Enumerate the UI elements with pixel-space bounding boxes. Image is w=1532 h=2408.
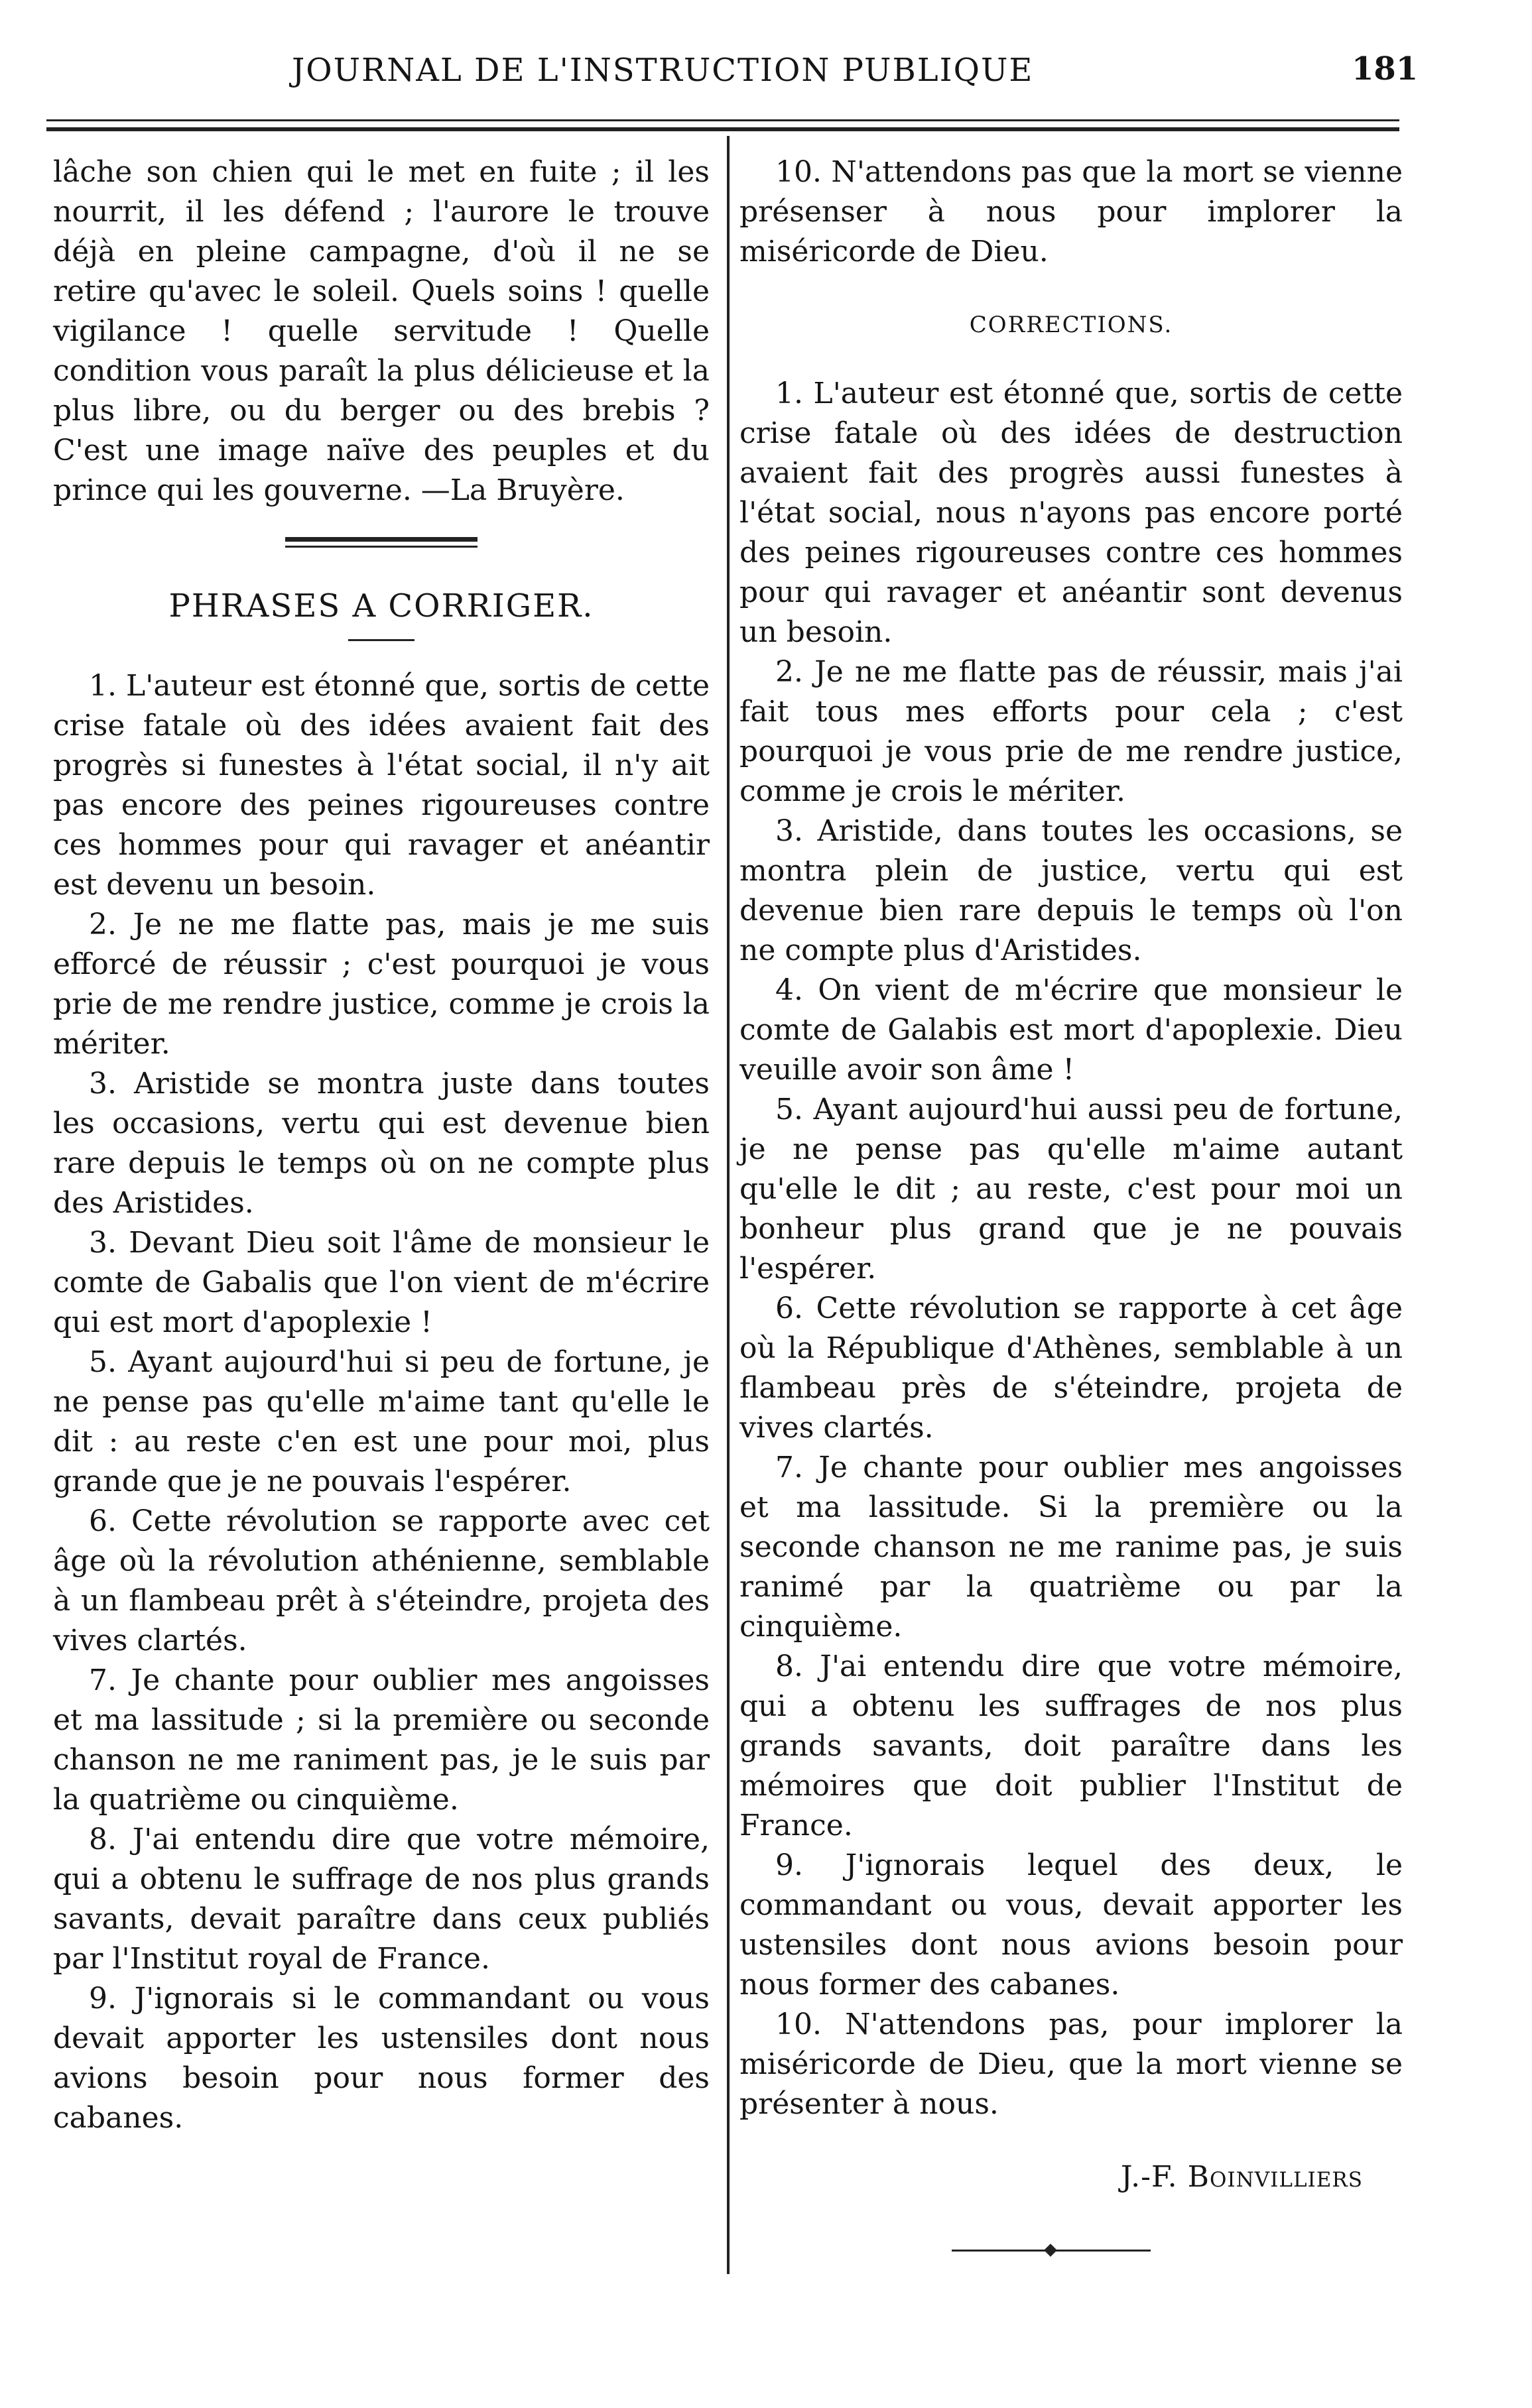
page-number: 181 — [1352, 50, 1419, 88]
phrase-item: 7. Je chante pour oublier mes angoisses et ma lassitude ; si la première ou seconde chanson ne me raniment pas, je le suis par la quatrième ou cinquième. — [53, 1663, 710, 1817]
correction-item: 8. J'ai entendu dire que votre mémoire, qui a obtenu les suffrages de nos plus grands savants, doit paraître dans les mémoires que doit publier l'Institut de France. — [739, 1650, 1403, 1842]
phrase-item: 1. L'auteur est étonné que, sortis de cette crise fatale où des idées avaient fait des progrès si funestes à l'état social, il n'y ait pas encore des peines rigoureuses contre ces hommes pour qui ravager et anéantir est devenu un besoin. — [53, 669, 710, 902]
correction-item: 7. Je chante pour oublier mes angoisses et ma lassitude. Si la première ou la seconde chanson ne me ranime pas, je suis ranimé par la quatrième ou par la cinquième. — [739, 1451, 1403, 1644]
corrections-heading: CORRECTIONS. — [969, 312, 1173, 338]
correction-item: 1. L'auteur est étonné que, sortis de cette crise fatale où des idées de destruction avaient fait des progrès aussi funestes à l'état social, nous n'ayons pas encore porté des peines rigoureuses contre ces hommes pour qui ravager et anéantir sont devenus un besoin. — [739, 377, 1403, 649]
end-ornament — [952, 2244, 1151, 2257]
phrase-item: 5. Ayant aujourd'hui si peu de fortune, je ne pense pas qu'elle m'aime tant qu'elle le dit : au reste c'en est une pour moi, plus grande que je ne pouvais l'espérer. — [53, 1345, 710, 1498]
column-divider — [727, 136, 730, 2274]
phrase-item: 2. Je ne me flatte pas, mais je me suis efforcé de réussir ; c'est pourquoi je vous prie de me rendre justice, comme je crois la mériter. — [53, 908, 710, 1061]
left-column — [53, 152, 710, 2138]
correction-item: 4. On vient de m'écrire que monsieur le comte de Galabis est mort d'apoplexie. Dieu veuille avoir son âme ! — [739, 973, 1403, 1087]
phrase-item: 6. Cette révolution se rapporte avec cet âge où la révolution athénienne, semblable à un flambeau prêt à s'éteindre, projeta des vives clartés. — [53, 1504, 710, 1657]
heading-dash — [348, 639, 415, 641]
header-rule-thin — [46, 119, 1399, 121]
diamond-icon — [1044, 2244, 1057, 2257]
section-separator — [285, 537, 478, 548]
phrase-item: 3. Devant Dieu soit l'âme de monsieur le comte de Gabalis que l'on vient de m'écrire qui est mort d'apoplexie ! — [53, 1226, 710, 1339]
correction-item: 6. Cette révolution se rapporte à cet âge où la République d'Athènes, semblable à un flambeau près de s'éteindre, projeta de vives clartés. — [739, 1292, 1403, 1445]
header-rule-thick — [46, 127, 1399, 131]
correction-item: 2. Je ne me flatte pas de réussir, mais j'ai fait tous mes efforts pour cela ; c'est pourquoi je vous prie de me rendre justice, comme je crois le mériter. — [739, 655, 1403, 808]
correction-item: 9. J'ignorais lequel des deux, le commandant ou vous, devait apporter les ustensiles dont nous avions besoin pour nous former des cabanes. — [739, 1848, 1403, 2002]
left-continuation-paragraph: lâche son chien qui le met en fuite ; il les nourrit, il les défend ; l'aurore le trouve déjà en pleine campagne, d'où il ne se retire qu'avec le soleil. Quels soins ! quelle vigilance ! quelle servitude ! Quelle condition vous paraît la plus délicieuse et la plus libre, ou du berger ou des brebis ? C'est une image naïve des peuples et du prince qui les gouverne. —La Bruyère. — [53, 155, 710, 507]
phrases-heading: PHRASES A CORRIGER. — [168, 587, 594, 625]
right-continuation-paragraph: 10. N'attendons pas que la mort se vienne présenser à nous pour implorer la miséricorde de Dieu. — [739, 155, 1403, 269]
author-signature: J.-F. Boinvilliers — [1120, 2160, 1363, 2194]
correction-item: 5. Ayant aujourd'hui aussi peu de fortune, je ne pense pas qu'elle m'aime autant qu'elle le dit ; au reste, c'est pour moi un bonheur plus grand que je ne pouvais l'espérer. — [739, 1093, 1403, 1286]
running-head: JOURNAL DE L'INSTRUCTION PUBLIQUE — [292, 52, 1034, 89]
phrase-item: 8. J'ai entendu dire que votre mémoire, qui a obtenu le suffrage de nos plus grands savants, devait paraître dans ceux publiés par l'Institut royal de France. — [53, 1823, 710, 1976]
correction-item: 10. N'attendons pas, pour implorer la miséricorde de Dieu, que la mort vienne se présenter à nous. — [739, 2008, 1403, 2121]
phrase-item: 9. J'ignorais si le commandant ou vous devait apporter les ustensiles dont nous avions besoin pour nous former des cabanes. — [53, 1982, 710, 2135]
correction-item: 3. Aristide, dans toutes les occasions, se montra plein de justice, vertu qui est devenue bien rare depuis le temps où l'on ne compte plus d'Aristides. — [739, 814, 1403, 967]
right-column — [739, 152, 1403, 2257]
phrase-item: 3. Aristide se montra juste dans toutes les occasions, vertu qui est devenue bien rare depuis le temps où on ne compte plus des Aristides. — [53, 1067, 710, 1220]
